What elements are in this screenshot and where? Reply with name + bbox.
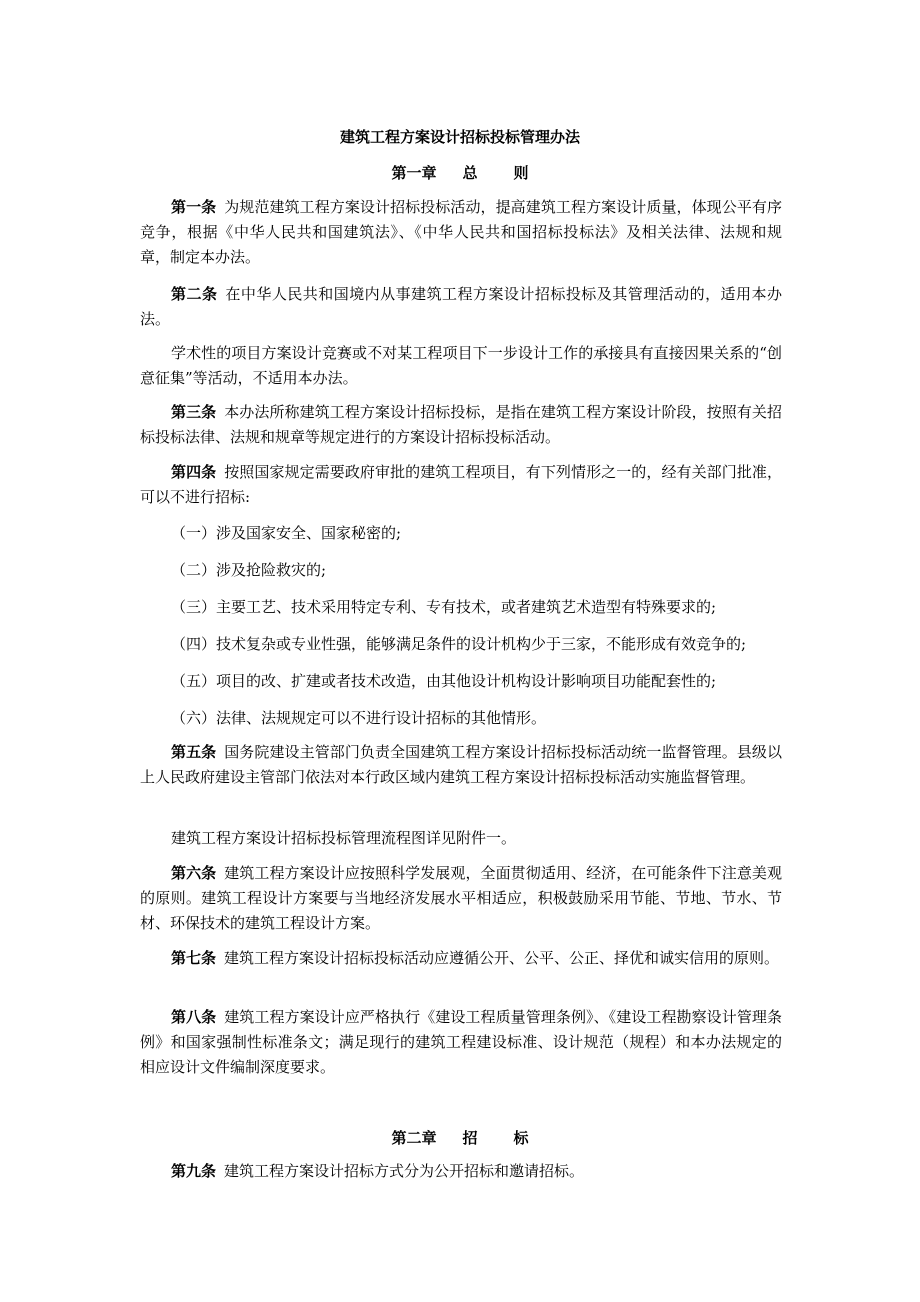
article-label: 第三条 bbox=[171, 403, 217, 421]
article-text: 建筑工程方案设计应严格执行《建设工程质量管理条例》、《建设工程勘察设计管理条例》和国家强制性标准条文；满足现行的建筑工程建设标准、设计规范（规程）和本办法规定的相应设计文件编制深度要求。 bbox=[140, 1008, 782, 1076]
article-label: 第二条 bbox=[171, 285, 218, 303]
list-item: （四）技术复杂或专业性强，能够满足条件的设计机构少于三家，不能形成有效竞争的; bbox=[171, 635, 747, 653]
list-item: （五）项目的改、扩建或者技术改造，由其他设计机构设计影响项目功能配套性的; bbox=[171, 672, 717, 690]
article-1 bbox=[140, 195, 782, 270]
chapter-word: 标 bbox=[513, 1129, 529, 1147]
article-label: 第九条 bbox=[171, 1162, 217, 1180]
article-2 bbox=[140, 282, 782, 332]
article-6 bbox=[140, 861, 782, 936]
article-text: 建筑工程方案设计应按照科学发展观，全面贯彻适用、经济，在可能条件下注意美观的原则。建筑工程设计方案要与当地经济发展水平相适应，积极鼓励采用节能、节地、节水、节材、环保技术的建筑工程设计方案。 bbox=[140, 864, 782, 932]
chapter-word: 总 bbox=[462, 164, 478, 182]
chapter-word: 招 bbox=[462, 1129, 478, 1147]
chapter-word: 则 bbox=[513, 164, 529, 182]
paragraph-academic: 学术性的项目方案设计竞赛或不对某工程项目下一步设计工作的承接具有直接因果关系的“创意征集”等活动，不适用本办法。 bbox=[140, 344, 782, 387]
list-item: （六）法律、法规规定可以不进行设计招标的其他情形。 bbox=[171, 709, 547, 727]
article-label: 第五条 bbox=[171, 743, 217, 761]
list-item: （三）主要工艺、技术采用特定专利、专有技术，或者建筑艺术造型有特殊要求的; bbox=[171, 598, 717, 616]
chapter-number: 第一章 bbox=[391, 164, 437, 182]
article-8 bbox=[140, 1005, 782, 1080]
article-label: 第七条 bbox=[171, 949, 217, 967]
article-label: 第八条 bbox=[171, 1008, 217, 1026]
list-item: （二）涉及抢险救灾的; bbox=[171, 561, 327, 579]
article-text: 本办法所称建筑工程方案设计招标投标，是指在建筑工程方案设计阶段，按照有关招标投标法律、法规和规章等规定进行的方案设计招标投标活动。 bbox=[140, 403, 782, 446]
article-text: 建筑工程方案设计招标方式分为公开招标和邀请招标。 bbox=[224, 1162, 585, 1180]
article-3 bbox=[140, 400, 782, 450]
article-label: 第六条 bbox=[171, 864, 217, 882]
article-label: 第四条 bbox=[171, 463, 217, 481]
list-item: （一）涉及国家安全、国家秘密的; bbox=[171, 524, 402, 542]
chapter-number: 第二章 bbox=[391, 1129, 437, 1147]
chapter-2-heading bbox=[0, 1127, 920, 1148]
article-5 bbox=[140, 740, 782, 790]
document-title: 建筑工程方案设计招标投标管理办法 bbox=[339, 128, 580, 146]
paragraph-flowchart: 建筑工程方案设计招标投标管理流程图详见附件一。 bbox=[171, 829, 517, 847]
article-label: 第一条 bbox=[171, 198, 217, 216]
article-text: 在中华人民共和国境内从事建筑工程方案设计招标投标及其管理活动的，适用本办法。 bbox=[140, 285, 782, 328]
article-4 bbox=[140, 460, 782, 510]
article-text: 建筑工程方案设计招标投标活动应遵循公开、公平、公正、择优和诚实信用的原则。 bbox=[224, 949, 780, 967]
chapter-1-heading bbox=[0, 162, 920, 183]
article-text: 按照国家规定需要政府审批的建筑工程项目，有下列情形之一的，经有关部门批准，可以不进行招标: bbox=[140, 463, 782, 506]
article-text: 国务院建设主管部门负责全国建筑工程方案设计招标投标活动统一监督管理。县级以上人民政府建设主管部门依法对本行政区域内建筑工程方案设计招标投标活动实施监督管理。 bbox=[140, 743, 782, 786]
article-7 bbox=[140, 946, 782, 971]
article-text: 为规范建筑工程方案设计招标投标活动，提高建筑工程方案设计质量，体现公平有序竞争，根据《中华人民共和国建筑法》、《中华人民共和国招标投标法》及相关法律、法规和规章，制定本办法。 bbox=[140, 198, 782, 266]
article-9 bbox=[140, 1159, 782, 1184]
